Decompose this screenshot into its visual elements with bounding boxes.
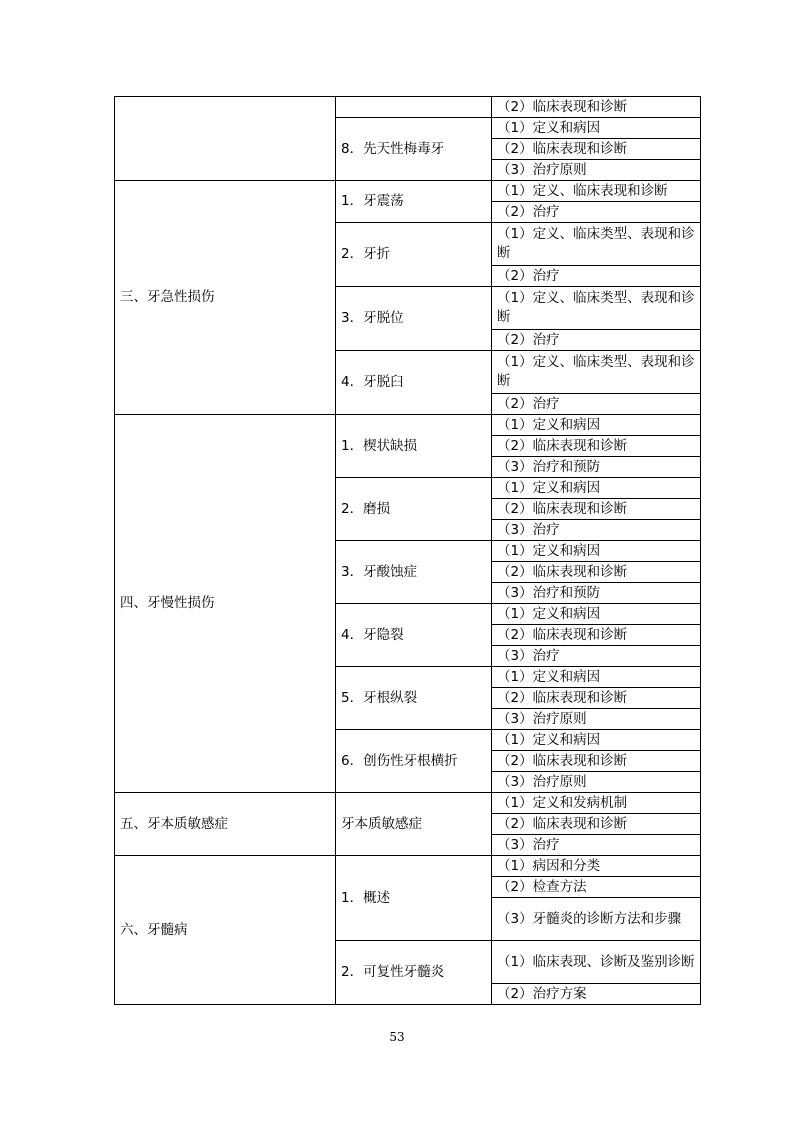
point-cell: （1）定义和病因: [492, 730, 701, 751]
point-cell: （1）定义、临床类型、表现和诊断: [492, 223, 701, 266]
point-cell: （3）治疗: [492, 646, 701, 667]
point-cell: （2）临床表现和诊断: [492, 688, 701, 709]
point-cell: （2）治疗: [492, 330, 701, 351]
unit-cell: 5．牙根纵裂: [336, 667, 492, 730]
point-cell: （1）定义、临床表现和诊断: [492, 181, 701, 202]
chapter-cell: 四、牙慢性损伤: [115, 415, 336, 793]
point-cell: （1）定义和病因: [492, 667, 701, 688]
unit-cell: 2．磨损: [336, 478, 492, 541]
unit-cell: 3．牙脱位: [336, 287, 492, 351]
unit-cell: 2．可复性牙髓炎: [336, 941, 492, 1005]
point-cell: （2）临床表现和诊断: [492, 562, 701, 583]
point-cell: （2）临床表现和诊断: [492, 499, 701, 520]
point-cell: （3）治疗: [492, 520, 701, 541]
unit-cell: 1．概述: [336, 856, 492, 941]
unit-cell: 8．先天性梅毒牙: [336, 118, 492, 181]
point-cell: （2）治疗: [492, 266, 701, 287]
point-cell: （1）定义、临床类型、表现和诊断: [492, 287, 701, 330]
point-cell: （3）牙髓炎的诊断方法和步骤: [492, 898, 701, 941]
point-cell: （1）定义和病因: [492, 415, 701, 436]
unit-cell: 1．楔状缺损: [336, 415, 492, 478]
chapter-cell: 三、牙急性损伤: [115, 181, 336, 415]
point-cell: （1）定义和发病机制: [492, 793, 701, 814]
point-cell: （2）临床表现和诊断: [492, 139, 701, 160]
table-row: [115, 415, 701, 436]
point-cell: （3）治疗和预防: [492, 457, 701, 478]
unit-cell: 4．牙隐裂: [336, 604, 492, 667]
unit-cell: 牙本质敏感症: [336, 793, 492, 856]
point-cell: （2）治疗方案: [492, 984, 701, 1005]
point-cell: （2）治疗: [492, 202, 701, 223]
table-row: [115, 793, 701, 814]
point-cell: （1）定义、临床类型、表现和诊断: [492, 351, 701, 394]
chapter-cell: 五、牙本质敏感症: [115, 793, 336, 856]
table-row: [115, 97, 701, 118]
unit-cell: 6．创伤性牙根横折: [336, 730, 492, 793]
point-cell: （1）定义和病因: [492, 541, 701, 562]
point-cell: （1）定义和病因: [492, 118, 701, 139]
point-cell: （1）定义和病因: [492, 478, 701, 499]
point-cell: （2）临床表现和诊断: [492, 97, 701, 118]
point-cell: （3）治疗: [492, 835, 701, 856]
point-cell: （3）治疗原则: [492, 160, 701, 181]
point-cell: （3）治疗原则: [492, 709, 701, 730]
unit-cell: 1．牙震荡: [336, 181, 492, 223]
point-cell: （2）临床表现和诊断: [492, 436, 701, 457]
point-cell: （3）治疗和预防: [492, 583, 701, 604]
chapter-cell: [115, 97, 336, 181]
unit-cell: [336, 97, 492, 118]
point-cell: （1）临床表现、诊断及鉴别诊断: [492, 941, 701, 984]
point-cell: （1）定义和病因: [492, 604, 701, 625]
table-row: [115, 856, 701, 877]
point-cell: （2）临床表现和诊断: [492, 625, 701, 646]
point-cell: （2）临床表现和诊断: [492, 814, 701, 835]
table-row: [115, 181, 701, 202]
point-cell: （2）治疗: [492, 394, 701, 415]
point-cell: （2）检查方法: [492, 877, 701, 898]
unit-cell: 3．牙酸蚀症: [336, 541, 492, 604]
unit-cell: 2．牙折: [336, 223, 492, 287]
chapter-cell: 六、牙髓病: [115, 856, 336, 1005]
point-cell: （2）临床表现和诊断: [492, 751, 701, 772]
point-cell: （3）治疗原则: [492, 772, 701, 793]
syllabus-table: [114, 96, 701, 1005]
page-number: 53: [389, 1030, 405, 1044]
unit-cell: 4．牙脱臼: [336, 351, 492, 415]
point-cell: （1）病因和分类: [492, 856, 701, 877]
